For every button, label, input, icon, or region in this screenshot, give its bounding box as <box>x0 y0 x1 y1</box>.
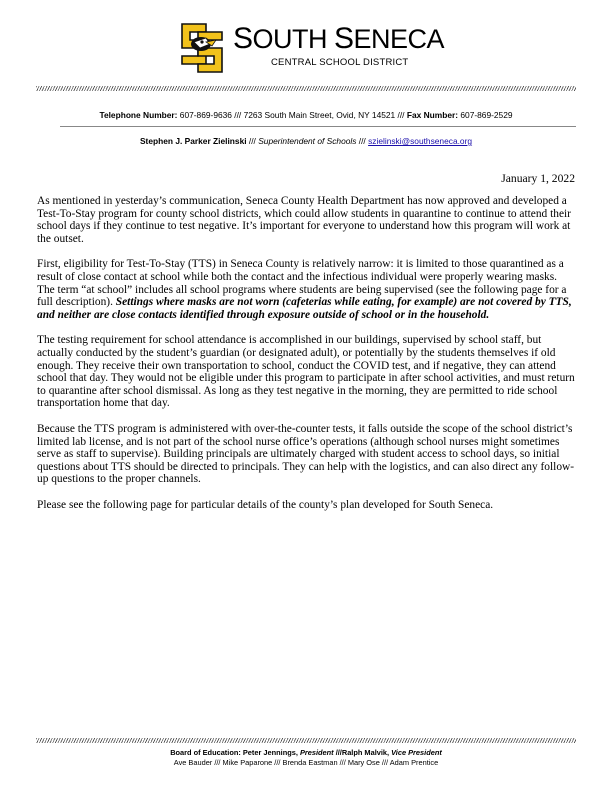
board-members: Ave Bauder /// Mike Paparone /// Brenda Eastman /// Mary Ose /// Adam Prentice <box>173 758 439 767</box>
letter-body <box>37 195 577 524</box>
paragraph-4: Because the TTS program is administered with over-the-counter tests, it falls outside the scope of the school district’s limited lab license, and is not part of the school nurse office’s operations (although school nurses might sometimes serve as staff to supervise). Building principals are ultimately charged with student access to school days, so initial questions about TTS should be directed to principals. They can help with the logistics, and can also direct any follow-up questions to the proper channels. <box>37 422 575 486</box>
superintendent-line: Stephen J. Parker Zielinski /// Superintendent of Schools /// szielinski@southseneca.org <box>139 136 473 146</box>
contact-divider <box>60 126 576 127</box>
board-footer <box>0 748 612 768</box>
superintendent-email-link[interactable]: szielinski@southseneca.org <box>368 136 473 146</box>
paragraph-5: Please see the following page for particular details of the county’s plan developed for South Seneca. <box>37 498 494 511</box>
header-divider <box>36 86 576 91</box>
district-subtitle: CENTRAL SCHOOL DISTRICT <box>271 57 409 68</box>
yellowjacket-ss-logo-icon <box>176 20 226 76</box>
district-wordmark: SOUTH SENECA <box>233 22 445 55</box>
footer-divider <box>36 738 576 743</box>
contact-line: Telephone Number: 607-869-9636 /// 7263 South Main Street, Ovid, NY 14521 /// Fax Number: 607-869-2529 <box>99 110 513 120</box>
paragraph-2: First, eligibility for Test-To-Stay (TTS) in Seneca County is relatively narrow: it is limited to those quarantined as a result of close contact at school while both the contact and the infectious individual were properly wearing masks. The term “at school” includes all school programs where students are being supervised (see the following page for a full description). Settings where masks are not worn (cafeterias while eating, for example) are not covered by TTS, and neither are close contacts identified through exposure outside of school or in the household. <box>37 258 572 321</box>
emphasis-text: Settings where masks are not worn (cafeterias while eating, for example) are not covered by TTS, and neither are close contacts identified through exposure outside of school or in the household. <box>37 296 572 321</box>
board-officers: Board of Education: Peter Jennings, President ///Ralph Malvik, Vice President <box>170 748 442 757</box>
paragraph-1: As mentioned in yesterday’s communication, Seneca County Health Department has now approved and developed a Test-To-Stay program for county school districts, which could allow students in quarantine to continue to attend their school days if they continue to test negative. It’s important for everyone to understand how this program will work at the outset. <box>37 195 571 245</box>
letter-date: January 1, 2022 <box>501 172 575 185</box>
paragraph-3: The testing requirement for school attendance is accomplished in our buildings, supervised by school staff, but actually conducted by the student’s guardian (or designated adult), or potentially by the students themselves if old enough. They receive their own transportation to school, conduct the COVID test, and if negative, they can attend school that day. They would not be eligible under this program to participate in after school activities, and must return to quarantine after school dismissal. As long as they test negative in the morning, they are permitted to ride school transportation home that day. <box>37 334 575 410</box>
